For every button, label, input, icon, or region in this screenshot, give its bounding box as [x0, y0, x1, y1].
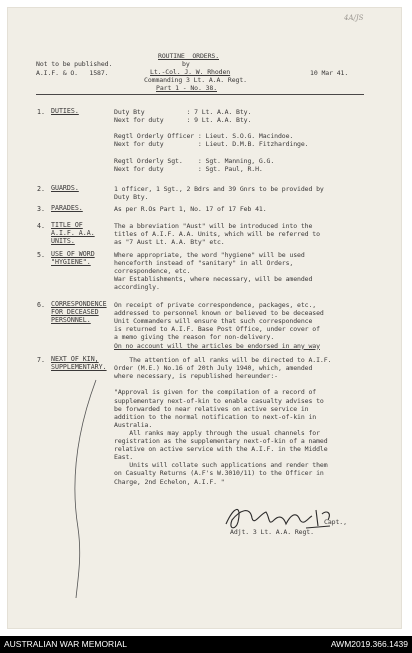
section-number: 1. — [37, 108, 45, 116]
commanding-officer: Lt.-Col. J. W. Rhoden — [150, 68, 231, 76]
section-line: Where appropriate, the word "hygiene" will be used — [114, 251, 305, 259]
section-line: Charge, 2nd Echelon, A.I.F. " — [114, 477, 225, 486]
section-line: relative on active service with the A.I.F. in the Middle — [114, 445, 328, 454]
section-number: 2. — [37, 185, 45, 193]
section-line: accordingly. — [114, 283, 160, 292]
section-line: addressed to personnel known or believed to be deceased — [114, 309, 324, 318]
archive-footer — [0, 636, 412, 653]
archive-stamp: 4A/JS — [344, 14, 364, 22]
section-line: As per R.Os Part 1, No. 17 of 17 Feb 41. — [114, 205, 267, 213]
order-reference: A.I.F. & O. 1587. — [36, 69, 109, 77]
section-line: Next for duty : 9 Lt. A.A. Bty. — [114, 116, 252, 125]
section-line: Unit Commanders will ensure that such correspondence — [114, 317, 313, 326]
section-heading: "HYGIENE". — [51, 258, 91, 266]
orders-by: by — [182, 60, 190, 68]
section-line: Regtl Orderly Officer : Lieut. S.O.G. Macindoe. — [114, 132, 294, 141]
section-line: "Approval is given for the compilation of a record of — [114, 388, 317, 397]
section-heading: UNITS. — [51, 237, 75, 245]
section-line: is returned to A.I.F. Base Post Office, under cover of — [114, 325, 320, 334]
order-date: 10 Mar 41. — [310, 69, 349, 77]
footer-institution: AUSTRALIAN WAR MEMORIAL — [4, 639, 127, 649]
section-line: be forwarded to near relatives on active service in — [114, 404, 309, 413]
section-line: henceforth instead of "sanitary" in all Orders, — [114, 259, 294, 268]
part-number: Part 1 - No. 38. — [156, 84, 218, 92]
section-heading: CORRESPONDENCE — [51, 300, 107, 308]
section-line: War Establishments, where necessary, will be amended — [114, 275, 313, 284]
section-number: 5. — [37, 251, 45, 259]
section-heading: A.I.F. A.A. — [51, 229, 95, 237]
document-page — [8, 8, 401, 628]
section-line: correspondence, etc. — [114, 267, 191, 276]
signature-rank: Capt., — [324, 518, 347, 526]
section-line: Next for duty : Sgt. Paul, R.H. — [114, 164, 263, 173]
section-heading: GUARDS. — [51, 184, 79, 192]
section-line: registration as the supplementary next-of-kin of a named — [114, 437, 328, 445]
not-published-note: Not to be published. — [36, 60, 113, 68]
section-line: On no account will the articles be endorsed in any way — [114, 341, 320, 350]
section-line: 1 officer, 1 Sgt., 2 Bdrs and 39 Gnrs to be provided by — [114, 185, 324, 193]
section-heading: USE OF WORD — [51, 250, 95, 258]
section-line: Next for duty : Lieut. D.M.B. Fitzhardinge. — [114, 140, 309, 149]
section-line: titles of A.I.F. A.A. Units, which will be referred to — [114, 230, 320, 239]
section-number: 6. — [37, 301, 45, 309]
section-line: Regtl Orderly Sgt. : Sgt. Manning, G.G. — [114, 156, 275, 165]
section-line: as "7 Aust Lt. A.A. Bty" etc. — [114, 238, 225, 247]
section-line: The a bbreviation "Aust" will be introduced into the — [114, 222, 313, 230]
section-line: Duty Bty. — [114, 193, 149, 202]
section-line: where necessary, is republished hereunder:- — [114, 372, 278, 381]
command-line: Commanding 3 Lt. A.A. Regt. — [144, 76, 247, 84]
section-line: East. — [114, 453, 134, 462]
section-line: on Casualty Returns (A.F's W.3010/11) to the Officer in — [114, 469, 324, 478]
section-heading: SUPPLEMENTARY. — [51, 363, 107, 371]
section-number: 3. — [37, 205, 45, 213]
footer-accession-number: AWM2019.366.1439 — [330, 639, 408, 649]
section-line: All ranks may apply through the usual channels for — [114, 428, 320, 437]
section-line: The attention of all ranks will be directed to A.I.F. — [114, 356, 332, 364]
section-number: 7. — [37, 356, 45, 364]
section-line: Australia. — [114, 420, 153, 429]
section-heading: FOR DECEASED — [51, 308, 99, 316]
section-heading: DUTIES. — [51, 107, 79, 115]
handwritten-marks — [8, 8, 401, 628]
orders-title: ROUTINE ORDERS. — [158, 52, 220, 60]
section-line: Order (M.E.) No.16 of 20th July 1940, which, amended — [114, 364, 313, 373]
section-heading: TITLE OF — [51, 221, 83, 229]
section-line: a memo giving the reason for non-delivery. — [114, 333, 275, 342]
signature-title: Adjt. 3 Lt. A.A. Regt. — [230, 528, 314, 536]
section-line: On receipt of private correspondence, packages, etc., — [114, 301, 317, 309]
section-heading: PARADES. — [51, 204, 83, 212]
section-line: addition to the normal notification to next-of-kin in — [114, 412, 317, 421]
section-number: 4. — [37, 222, 45, 230]
section-line: Units will collate such applications and render them — [114, 461, 328, 470]
section-heading: NEXT OF KIN, — [51, 355, 99, 363]
section-line: supplementary next-of-kin to enable casualty advises to — [114, 396, 324, 405]
section-heading: PERSONNEL. — [51, 316, 91, 324]
section-line: Duty Bty : 7 Lt. A.A. Bty. — [114, 108, 252, 116]
